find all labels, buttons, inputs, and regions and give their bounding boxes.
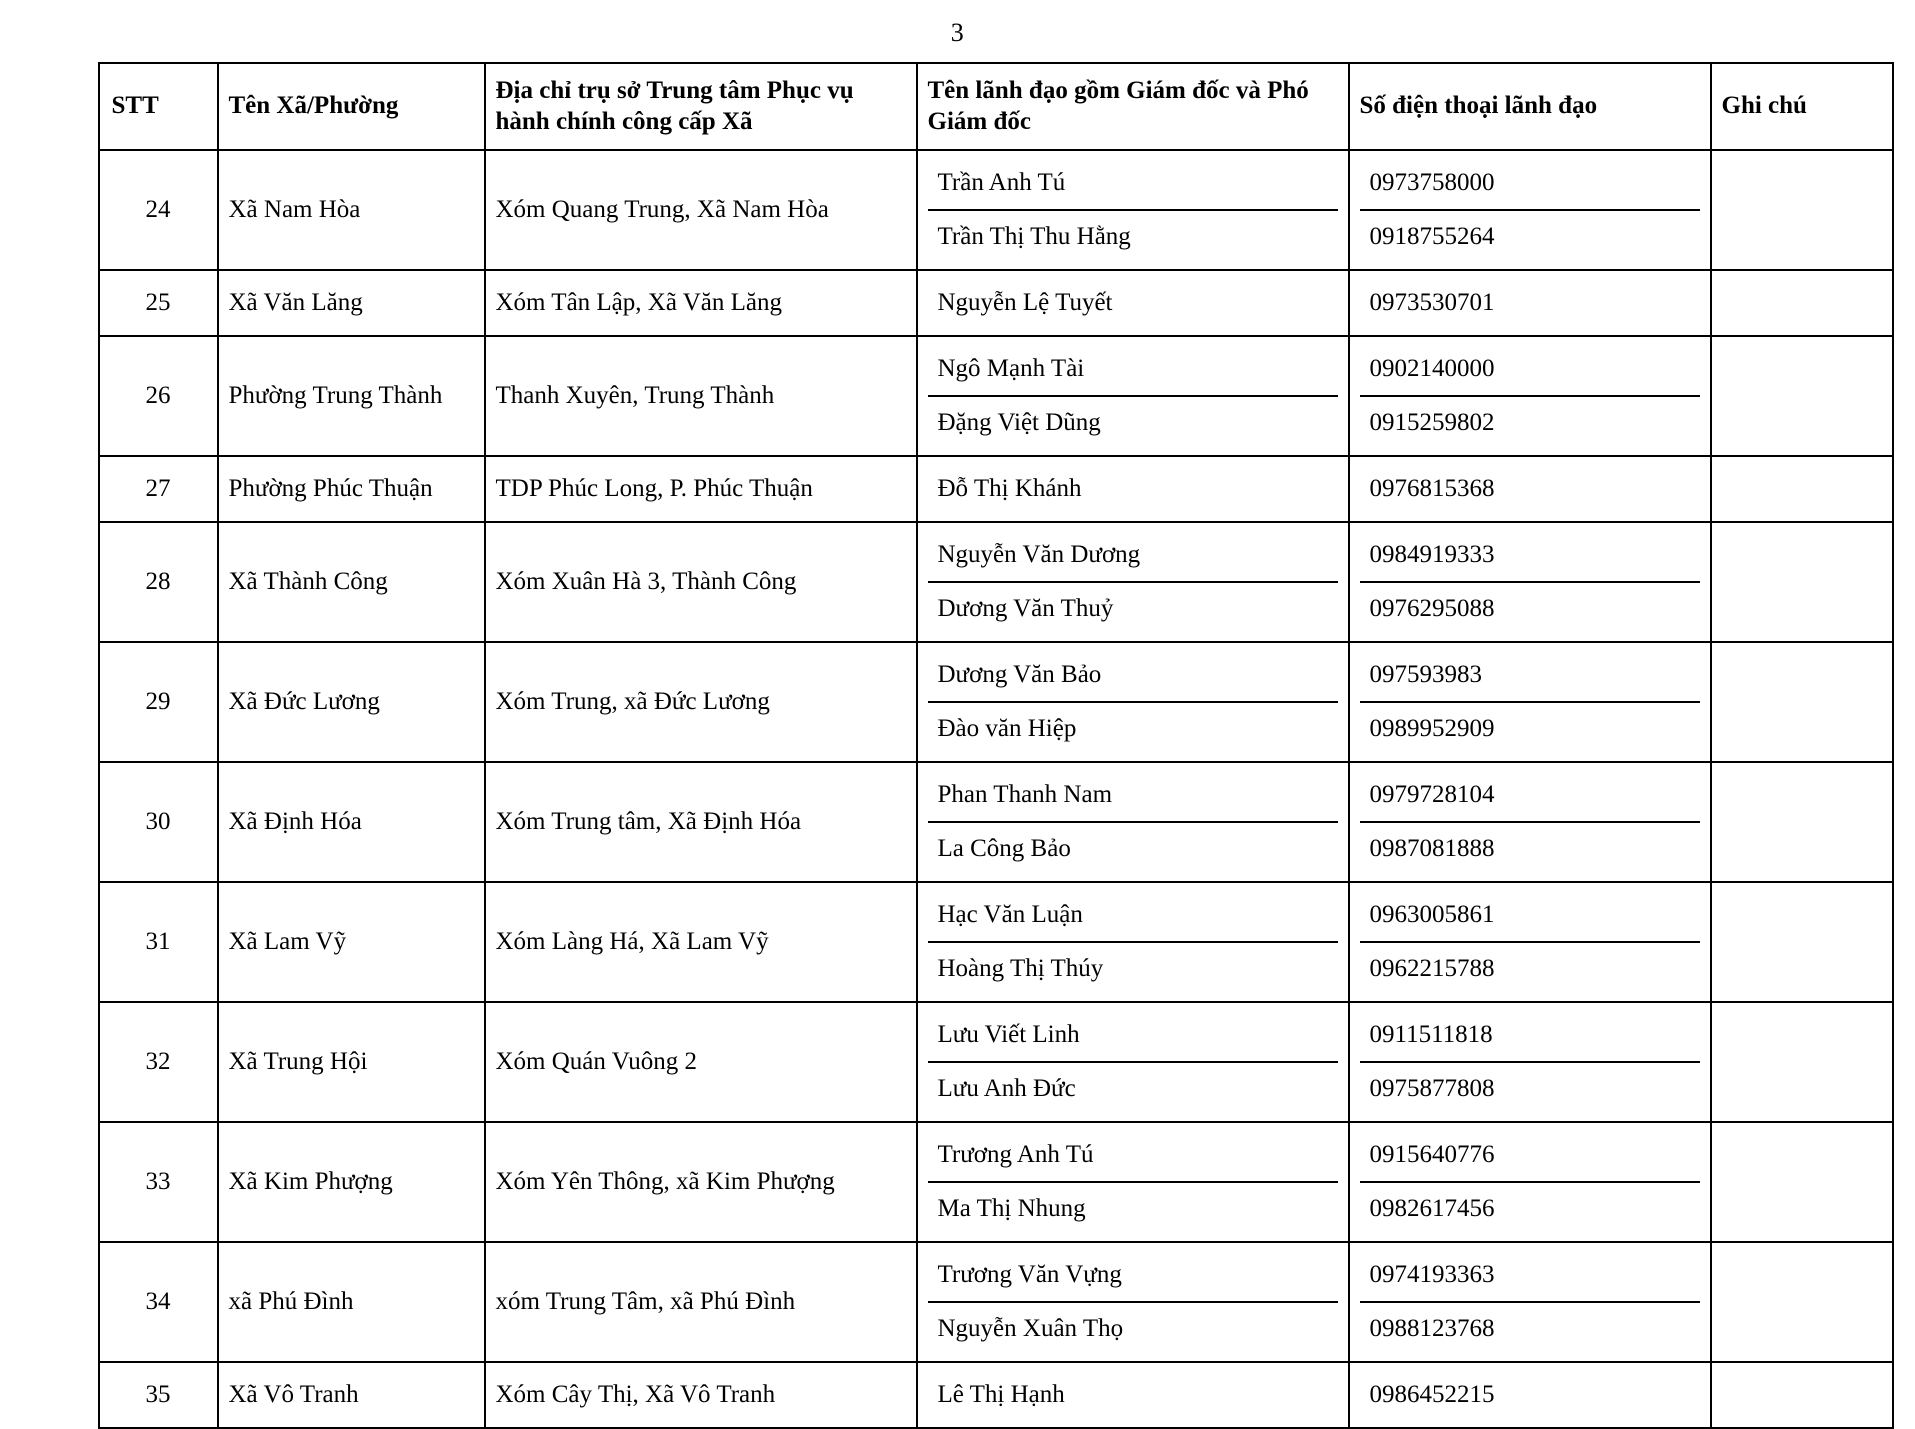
leader-subrow (928, 1302, 1338, 1355)
cell-stt: 30 (99, 762, 218, 882)
leader-name: Trần Thị Thu Hằng (928, 210, 1338, 263)
cell-ward-name: Xã Kim Phượng (218, 1122, 485, 1242)
cell-ward-name: Phường Phúc Thuận (218, 456, 485, 522)
cell-leader-group (917, 1362, 1349, 1428)
cell-stt: 28 (99, 522, 218, 642)
table-header-row (99, 63, 1893, 150)
leader-name: Ngô Mạnh Tài (937, 354, 1085, 382)
column-header-phone: Số điện thoại lãnh đạo (1349, 63, 1711, 150)
leader-subrow (928, 889, 1338, 942)
phone-subrow (1360, 582, 1700, 635)
cell-ward-name: Xã Định Hóa (218, 762, 485, 882)
cell-note (1711, 642, 1893, 762)
phone-subrow (1360, 343, 1700, 396)
cell-leader-group (917, 522, 1349, 642)
leader-subrow (928, 769, 1338, 822)
phone-subrow (1360, 1249, 1700, 1302)
leader-name: Đào văn Hiệp (928, 702, 1338, 755)
leader-subrow (928, 822, 1338, 875)
cell-note (1711, 522, 1893, 642)
leader-phone: 0962215788 (1360, 942, 1700, 995)
cell-address: Xóm Làng Há, Xã Lam Vỹ (485, 882, 917, 1002)
cell-address: Xóm Yên Thông, xã Kim Phượng (485, 1122, 917, 1242)
leader-subrow (928, 157, 1338, 210)
leader-subrow (928, 343, 1338, 396)
phone-subrow (1360, 889, 1700, 942)
cell-leader-group (917, 642, 1349, 762)
cell-address: Xóm Trung tâm, Xã Định Hóa (485, 762, 917, 882)
leader-subrow (928, 1009, 1338, 1062)
phone-subrow (1360, 1062, 1700, 1115)
leader-name: Nguyễn Lệ Tuyết (937, 288, 1113, 316)
column-header-note: Ghi chú (1711, 63, 1893, 150)
cell-note (1711, 882, 1893, 1002)
cell-note (1711, 1242, 1893, 1362)
leader-name: Dương Văn Bảo (937, 660, 1102, 688)
table-row (99, 270, 1893, 336)
leader-name: Dương Văn Thuỷ (928, 582, 1338, 635)
leader-phone: 0911511818 (1369, 1020, 1493, 1048)
leader-name: Ma Thị Nhung (928, 1182, 1338, 1235)
leader-phone: 0976295088 (1360, 582, 1700, 635)
leader-phone: 0902140000 (1369, 354, 1495, 382)
column-header-stt: STT (99, 63, 218, 150)
cell-note (1711, 1362, 1893, 1428)
leader-name: Trương Văn Vựng (937, 1260, 1122, 1288)
phone-subrow (1360, 157, 1700, 210)
cell-ward-name: Xã Văn Lăng (218, 270, 485, 336)
cell-stt: 25 (99, 270, 218, 336)
leader-name: Nguyễn Văn Dương (937, 540, 1141, 568)
leader-name: Hạc Văn Luận (937, 900, 1083, 928)
phone-subrow (1360, 210, 1700, 263)
cell-address: Xóm Xuân Hà 3, Thành Công (485, 522, 917, 642)
cell-phone-group (1349, 336, 1711, 456)
leader-name: Trương Anh Tú (937, 1140, 1094, 1168)
phone-subrow (1360, 822, 1700, 875)
table-row (99, 1122, 1893, 1242)
leader-subrow (928, 1182, 1338, 1235)
phone-subrow (1360, 769, 1700, 822)
leader-name: Đặng Việt Dũng (928, 396, 1338, 449)
cell-ward-name: xã Phú Đình (218, 1242, 485, 1362)
phone-subrow (1360, 942, 1700, 995)
leader-phone: 0987081888 (1360, 822, 1700, 875)
cell-address: Xóm Tân Lập, Xã Văn Lăng (485, 270, 917, 336)
cell-stt: 32 (99, 1002, 218, 1122)
leader-name: Lê Thị Hạnh (937, 1380, 1065, 1408)
cell-leader-group (917, 150, 1349, 270)
cell-note (1711, 456, 1893, 522)
cell-stt: 35 (99, 1362, 218, 1428)
leader-phone: 0989952909 (1360, 702, 1700, 755)
column-header-leader: Tên lãnh đạo gồm Giám đốc và Phó Giám đốc (917, 63, 1349, 150)
cell-address: TDP Phúc Long, P. Phúc Thuận (485, 456, 917, 522)
cell-stt: 24 (99, 150, 218, 270)
cell-phone-group (1349, 1002, 1711, 1122)
table-row (99, 1002, 1893, 1122)
cell-stt: 27 (99, 456, 218, 522)
phone-subrow (1360, 463, 1700, 515)
table-row (99, 336, 1893, 456)
column-header-address: Địa chỉ trụ sở Trung tâm Phục vụ hành chính công cấp Xã (485, 63, 917, 150)
cell-address: Thanh Xuyên, Trung Thành (485, 336, 917, 456)
cell-ward-name: Xã Lam Vỹ (218, 882, 485, 1002)
cell-leader-group (917, 882, 1349, 1002)
table-body (99, 150, 1893, 1428)
cell-address: xóm Trung Tâm, xã Phú Đình (485, 1242, 917, 1362)
leader-phone: 0973758000 (1369, 168, 1495, 196)
leader-subrow (928, 529, 1338, 582)
leader-phone: 0984919333 (1369, 540, 1495, 568)
cell-ward-name: Phường Trung Thành (218, 336, 485, 456)
cell-stt: 34 (99, 1242, 218, 1362)
leader-phone: 0974193363 (1369, 1260, 1495, 1288)
leader-name: Đỗ Thị Khánh (937, 474, 1082, 502)
phone-subrow (1360, 702, 1700, 755)
phone-subrow (1360, 1129, 1700, 1182)
cell-address: Xóm Quang Trung, Xã Nam Hòa (485, 150, 917, 270)
cell-address: Xóm Cây Thị, Xã Vô Tranh (485, 1362, 917, 1428)
leader-subrow (928, 210, 1338, 263)
phone-subrow (1360, 1302, 1700, 1355)
phone-subrow (1360, 1369, 1700, 1421)
cell-phone-group (1349, 882, 1711, 1002)
cell-leader-group (917, 270, 1349, 336)
leader-phone: 0979728104 (1369, 780, 1495, 808)
cell-leader-group (917, 1002, 1349, 1122)
administrative-centers-table (98, 62, 1894, 1429)
cell-leader-group (917, 762, 1349, 882)
table-row (99, 456, 1893, 522)
cell-phone-group (1349, 270, 1711, 336)
leader-subrow (928, 1249, 1338, 1302)
cell-phone-group (1349, 762, 1711, 882)
leader-subrow (928, 277, 1338, 329)
leader-subrow (928, 396, 1338, 449)
cell-phone-group (1349, 1122, 1711, 1242)
cell-ward-name: Xã Vô Tranh (218, 1362, 485, 1428)
cell-stt: 29 (99, 642, 218, 762)
table-row (99, 522, 1893, 642)
leader-subrow (928, 1129, 1338, 1182)
leader-subrow (928, 942, 1338, 995)
leader-name: La Công Bảo (928, 822, 1338, 875)
leader-phone: 0988123768 (1360, 1302, 1700, 1355)
leader-phone: 0986452215 (1369, 1380, 1495, 1408)
cell-phone-group (1349, 522, 1711, 642)
phone-subrow (1360, 1009, 1700, 1062)
leader-name: Lưu Anh Đức (928, 1062, 1338, 1115)
cell-stt: 33 (99, 1122, 218, 1242)
leader-phone: 0918755264 (1360, 210, 1700, 263)
leader-phone: 097593983 (1369, 660, 1482, 688)
cell-note (1711, 336, 1893, 456)
cell-phone-group (1349, 150, 1711, 270)
phone-subrow (1360, 277, 1700, 329)
cell-leader-group (917, 1122, 1349, 1242)
cell-ward-name: Xã Thành Công (218, 522, 485, 642)
cell-leader-group (917, 1242, 1349, 1362)
table-row (99, 150, 1893, 270)
cell-leader-group (917, 456, 1349, 522)
phone-subrow (1360, 1182, 1700, 1235)
leader-subrow (928, 702, 1338, 755)
cell-note (1711, 150, 1893, 270)
phone-subrow (1360, 649, 1700, 702)
leader-subrow (928, 582, 1338, 635)
leader-name: Lưu Viết Linh (937, 1020, 1080, 1048)
leader-phone: 0963005861 (1369, 900, 1495, 928)
cell-note (1711, 270, 1893, 336)
cell-stt: 31 (99, 882, 218, 1002)
cell-ward-name: Xã Nam Hòa (218, 150, 485, 270)
leader-subrow (928, 1369, 1338, 1421)
leader-phone: 0982617456 (1360, 1182, 1700, 1235)
leader-name: Nguyễn Xuân Thọ (928, 1302, 1338, 1355)
table-row (99, 762, 1893, 882)
leader-subrow (928, 463, 1338, 515)
cell-phone-group (1349, 1362, 1711, 1428)
leader-phone: 0975877808 (1360, 1062, 1700, 1115)
table-container (98, 62, 1818, 1429)
table-row (99, 1362, 1893, 1428)
cell-phone-group (1349, 1242, 1711, 1362)
leader-name: Trần Anh Tú (937, 168, 1066, 196)
cell-note (1711, 1122, 1893, 1242)
leader-phone: 0915640776 (1369, 1140, 1495, 1168)
table-row (99, 642, 1893, 762)
leader-subrow (928, 1062, 1338, 1115)
cell-ward-name: Xã Đức Lương (218, 642, 485, 762)
leader-phone: 0915259802 (1360, 396, 1700, 449)
table-row (99, 1242, 1893, 1362)
leader-phone: 0976815368 (1369, 474, 1495, 502)
cell-note (1711, 1002, 1893, 1122)
cell-stt: 26 (99, 336, 218, 456)
leader-name: Hoàng Thị Thúy (928, 942, 1338, 995)
table-header (99, 63, 1893, 150)
page-number: 3 (950, 18, 965, 47)
cell-note (1711, 762, 1893, 882)
cell-phone-group (1349, 456, 1711, 522)
leader-subrow (928, 649, 1338, 702)
column-header-ward-name: Tên Xã/Phường (218, 63, 485, 150)
table-row (99, 882, 1893, 1002)
leader-name: Phan Thanh Nam (937, 780, 1113, 808)
cell-address: Xóm Trung, xã Đức Lương (485, 642, 917, 762)
cell-ward-name: Xã Trung Hội (218, 1002, 485, 1122)
cell-phone-group (1349, 642, 1711, 762)
leader-phone: 0973530701 (1369, 288, 1495, 316)
phone-subrow (1360, 529, 1700, 582)
phone-subrow (1360, 396, 1700, 449)
cell-leader-group (917, 336, 1349, 456)
cell-address: Xóm Quán Vuông 2 (485, 1002, 917, 1122)
